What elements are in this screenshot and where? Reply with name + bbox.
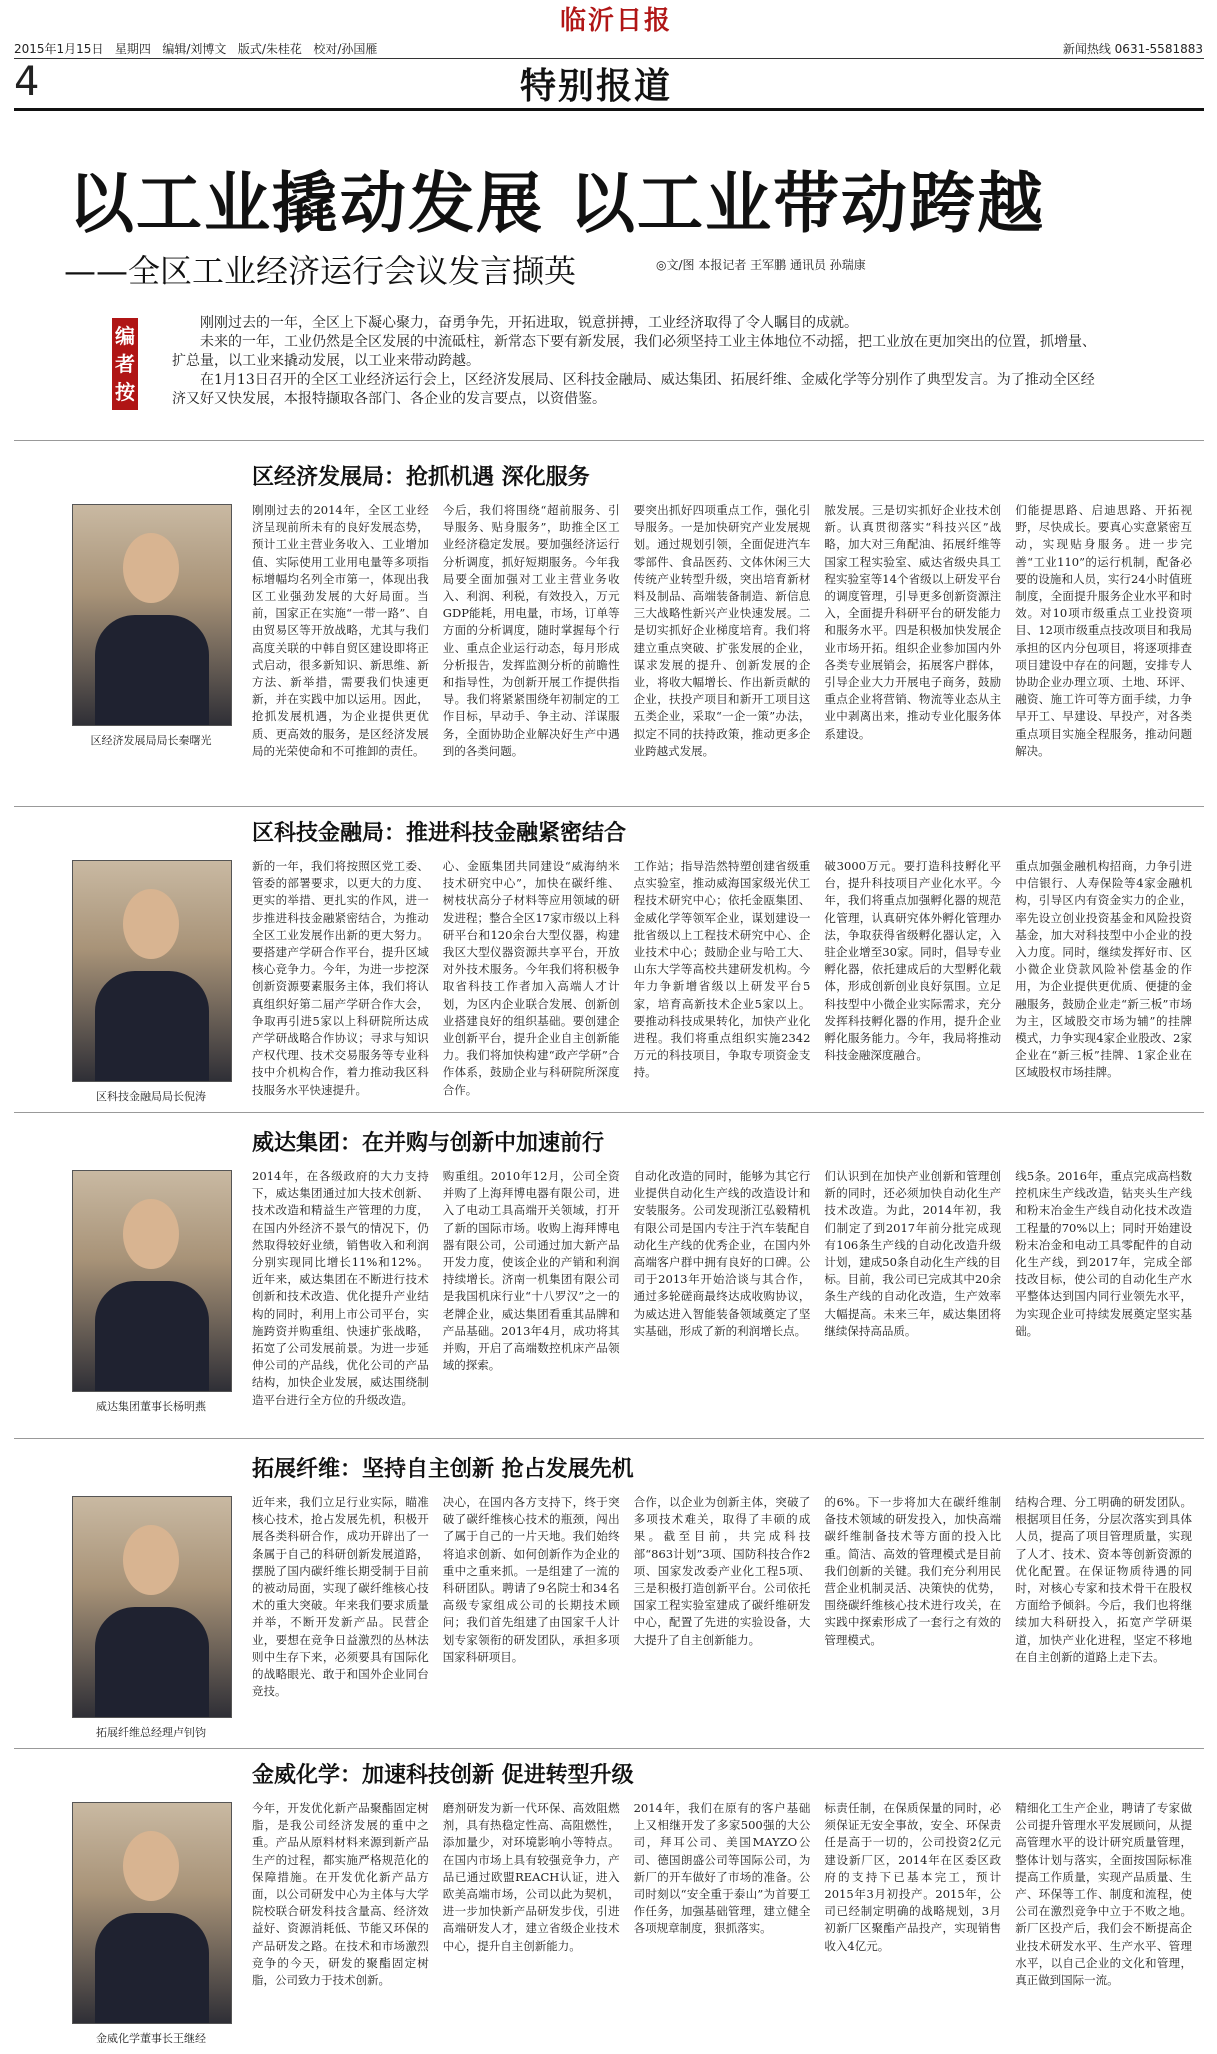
article-tuozhan-fiber [0,1452,1217,1752]
article-body [252,1494,1192,1752]
article-column: 今年，开发优化新产品聚酯固定树脂，是我公司经济发展的重中之重。产品从原料材料来源到新产品生产的过程，都实施严格规范化的保障措施。在开发优化新产品方面，以公司研发中心为主体与大学院校联合研发科技含量高、经济效益好、资源消耗低、节能又环保的产品研发之路。在技术和市场激烈竞争的今天，研发的聚酯固定树脂，公司致力于技术创新。 [252,1801,429,1988]
masthead [0,0,1217,62]
article-column: 新的一年，我们将按照区党工委、管委的部署要求，以更大的力度、更实的举措、更扎实的作风，进一步推进科技金融紧密结合，为推动全区工业发展作出新的更大努力。要搭建产学研合作平台，提升区域核心竞争力。今年，为进一步挖深创新资源要素服务主体，我们将认真组织好第二届产学研合作大会，争取再引进5家以上科研院所达成产学研战略合作协议；寻求与知识产权代理、技术交易服务等专业科技中介机构合作，着力推动我区科技服务水平快速提升。 [252,859,429,1097]
article-column: 脓发展。三是切实抓好企业技术创新。认真贯彻落实“科技兴区”战略，加大对三角配油、拓展纤维等国家工程实验室、威达省级央具工程实验室等14个省级以上研发平台的调度管理，引导更多创新资源注入，全面提升科研平台的研发能力和服务水平。四是积极加快发展企业市场开拓。组织企业参加国内外各类专业展销会，拓展客户群体，引导企业大力开展电子商务，鼓励重点企业将营销、物流等业态从主业中剥离出来，推动专业化服务体系建设。 [824,503,1002,741]
article-column: 的6%。下一步将加大在碳纤维制备技术领域的研发投入，加快高端碳纤维制备技术等方面的投入比重。简洁、高效的管理模式是目前我们创新的关键。我们充分利用民营企业机制灵活、决策快的优势，围绕碳纤维核心技术进行攻关，在实践中探索形成了一套行之有效的管理模式。 [824,1495,1002,1647]
article-body [252,502,1192,774]
photo-caption: 区经济发展局局长秦曙光 [90,734,212,747]
article-title: 区经济发展局：抢抓机遇 深化服务 [252,465,590,490]
article-column: 磨剂研发为新一代环保、高效阻燃剂，具有热稳定性高、高阻燃性，添加量少，对环境影响小等特点。在国内市场上具有较强竞争力，产品已通过欧盟REACH认证，进入欧美高端市场，公司以此为契机，进一步加快新产品研发步伐，引进高端研发人才，建立省级企业技术中心，提升自主创新能力。 [442,1801,620,1953]
article-column: 精细化工生产企业，聘请了专家做公司提升管理水平发展顾问，从提高管理水平的设计研究质量管理，整体计划与落实，全面按国际标准提高工作质量，实现产品质量、生产、环保等工作、制度和流程，使公司在激烈竞争中立于不败之地。新厂区投产后，我们会不断提高企业技术研发水平、生产水平、管理水平，以自己企业的文化和管理，真正做到国际一流。 [1015,1801,1192,1988]
divider [14,1748,1204,1749]
portrait-photo [72,860,232,1082]
article-body [252,1168,1192,1432]
article-column: 们能提思路、启迪思路、开拓视野，尽快成长。要真心实意紧密互动，实现贴身服务。进一步完善“工业110”的运行机制，配备必要的设施和人员，实行24小时值班制度，全面提升服务企业水平和时效。对10项市级重点工业投资项目、12项市级重点技改项目和我局承担的区内分包项目，将逐项排查项目建设中存在的问题，安排专人协助企业办理立项、土地、环评、融资、施工许可等方面手续，力争早开工、早建设、早投产，对各类重点项目实施全程服务，推动问题解决。 [1015,503,1192,758]
article-jinwei-chemical [0,1758,1217,2050]
issue-proof: 校对/孙国雁 [313,42,378,56]
issue-weekday: 星期四 [114,42,151,56]
subheadline: ——全区工业经济运行会议发言撷英 [64,252,577,290]
headline: 以工业撬动发展 以工业带动跨越 [68,164,1045,242]
newspaper-logo: 临沂日报 [560,6,673,36]
divider [14,1438,1204,1439]
article-column: 合作，以企业为创新主体，突破了多项技术难关，取得了丰硕的成果。截至目前，共完成科技部“863计划”3项、国防科技合作2项、国家发改委产业化工程5项、三是积极打造创新平台。公司依托国家工程实验室建成了碳纤维研发中心，配置了先进的实验设备，大大提升了自主创新能力。 [633,1495,811,1647]
article-tech-finance-bureau [0,816,1217,1116]
article-column: 今后，我们将围绕“超前服务、引导服务、贴身服务”，助推全区工业经济稳定发展。要加强经济运行分析调度，抓好短期服务。今年我局要全面加强对工业主营业务收入、利润、利税，有效投入，万元GDP能耗，用电量，市场，订单等方面的分析调度，随时掌握每个行业、重点企业运行动态，每月形成分析报告，发挥监测分析的前瞻性和指导性，为创新开展工作提供指导。我们将紧紧围绕年初制定的工作目标，早动手、争主动、洋谋服务，全面协助企业解决好生产中遇到的各类问题。 [442,503,620,758]
article-column: 标责任制，在保质保量的同时，必须保证无安全事故，安全、环保责任是高于一切的，公司投资2亿元建设新厂区，2014年在区委区政府的支持下已基本完工，预计2015年3月初投产。2015年，公司已经制定明确的战略规划，3月初新厂区聚酯产品投产，实现销售收入4亿元。 [824,1801,1002,1953]
issue-editor: 编辑/刘博文 [162,42,227,56]
article-column: 线5条。2016年，重点完成高档数控机床生产线改造，钻夹头生产线和粉末冶金生产线自动化技术改造工程量的70%以上；同时开始建设粉末冶金和电动工具零配件的自动化生产线，到2017年，完成全部技改目标，使公司的自动化生产水平整体达到国内同行业领先水平，为实现企业可持续发展奠定坚实基础。 [1015,1169,1192,1338]
editor-note [172,314,1102,409]
article-column: 工作站；指导浩然特塑创建省级重点实验室，推动威海国家级光伏工程技术研究中心；依托金瓯集团、金威化学等领军企业，谋划建设一批省级以上工程技术研究中心、企业技术中心；鼓励企业与哈工大、山东大学等高校共建研发机构。今年力争新增省级以上研发平台5家，培育高新技术企业5家以上。要推动科技成果转化，加快产业化进程。我们将重点组织实施2342万元的科技项目，争取专项资金支持。 [633,859,811,1080]
byline: ◎文/图 本报记者 王军鹏 通讯员 孙瑞康 [656,258,866,272]
article-column: 们认识到在加快产业创新和管理创新的同时，还必须加快自动化生产技术改造。为此，2014年初，我们制定了到2017年前分批完成现有106条生产线的自动化改造升级计划，建成50条自动化生产线的目标。目前，我公司已完成其中20余条生产线的自动化改造，生产效率大幅提高。未来三年，威达集团将继续保持高品质。 [824,1169,1002,1338]
article-title: 区科技金融局：推进科技金融紧密结合 [252,821,627,846]
photo-caption: 拓展纤维总经理卢钊钧 [96,1726,206,1739]
photo-caption: 金威化学董事长王继经 [96,2032,206,2045]
editor-note-tag: 编者按 [112,318,138,410]
article-column: 2014年，在各级政府的大力支持下，威达集团通过加大技术创新、技术改造和精益生产管理的力度，在国内外经济不景气的情况下，仍然取得较好业绩，销售收入和利润分别实现同比增长11%和12%。近年来，威达集团在不断进行技术创新和技术改造、优化提升产业结构的同时，利用上市公司平台，实施跨资并购重组、快速扩张战略，拓宽了公司发展前景。为进一步延伸公司的产品线，优化公司的产品结构，加快企业发展，威达围绕制造平台进行全方位的升级改造。 [252,1169,429,1407]
issue-date: 2015年1月15日 [14,42,104,56]
article-weida-group [0,1126,1217,1436]
section-rule [14,108,1204,111]
article-column: 结构合理、分工明确的研发团队。根据项目任务，分层次落实到具体人员，提高了项目管理质量，实现了人才、技术、资本等创新资源的优化配置。在保证物质待遇的同时，对核心专家和技术骨干在股权方面给予倾斜。今后，我们也将继续加大科研投入，拓宽产学研渠道，加快产业化进程，坚定不移地在自主创新的道路上走下去。 [1015,1495,1192,1664]
article-column: 2014年，我们在原有的客户基础上又相继开发了多家500强的大公司，拜耳公司、美国MAYZO公司、德国朗盛公司等国际公司，为新厂的开车做好了市场的准备。公司时刻以“安全重于泰山”为首要工作任务，加强基础管理，建立健全各项规章制度，狠抓落实。 [633,1801,811,1936]
article-title: 拓展纤维：坚持自主创新 抢占发展先机 [252,1457,634,1482]
portrait-photo [72,1170,232,1392]
editor-note-paragraph: 在1月13日召开的全区工业经济运行会上，区经济发展局、区科技金融局、威达集团、拓展纤维、金威化学等分别作了典型发言。为了推动全区经济又好又快发展，本报特撷取各部门、各企业的发言要点，以资借鉴。 [172,372,1095,407]
photo-caption: 威达集团董事长杨明燕 [96,1400,206,1413]
editor-note-paragraph: 刚刚过去的一年，全区上下凝心聚力，奋勇争先，开拓进取，锐意拼搏，工业经济取得了令人瞩目的成就。 [200,315,858,331]
article-column: 近年来，我们立足行业实际，瞄准核心技术，抢占发展先机，积极开展各类科研合作，成功开辟出了一条属于自己的科研创新发展道路，摆脱了国内碳纤维长期受制于目前的被动局面，实现了碳纤维核心技术的重大突破。年来我们要求质量并举，不断开发新产品。民营企业，要想在竞争日益激烈的丛林法则中生存下来，必须要具有国际化的战略眼光、敢于和国外企业同台竞技。 [252,1495,429,1699]
article-column: 心、金瓯集团共同建设“威海纳米技术研究中心”，加快在碳纤维、树枝状高分子材料等应用领域的研发进程；整合全区17家市级以上科研平台和120余台大型仪器，构建我区大型仪器资源共享平台，开放对外技术服务。今年我们将积极争取省科技工作者加入高端人才计划，为区内企业联合发展、创新创业搭建良好的组织基础。要创建企业创新平台，提升企业自主创新能力。我们将加快构建“政产学研”合作体系，鼓励企业与科研院所深度合作。 [442,859,620,1097]
article-column: 刚刚过去的2014年，全区工业经济呈现前所未有的良好发展态势，预计工业主营业务收入、工业增加值、实际使用工业用电量等多项指标增幅均名列全市第一，体现出我区工业强劲发展的大好局面。当前，国家正在实施“一带一路”、自由贸易区等开放战略，尤其与我们高度关联的中韩自贸区建设即将正式启动，很多新知识、新思维、新方法、新举措，需要我们快速更新，并在实践中加以运用。因此，抢抓发展机遇，为企业提供更优质、更高效的服务，是区经济发展局的光荣使命和不可推卸的责任。 [252,503,429,758]
editor-note-paragraph: 未来的一年，工业仍然是全区发展的中流砥柱，新常态下要有新发展，我们必须坚持工业主体地位不动摇，把工业放在更加突出的位置，抓增量、扩总量，以工业来撬动发展，以工业来带动跨越。 [172,334,1096,369]
photo-caption: 区科技金融局局长倪涛 [96,1090,206,1103]
portrait-photo [72,504,232,726]
news-hotline: 新闻热线 0631-5581883 [1062,42,1203,56]
article-column: 决心，在国内各方支持下，终于突破了碳纤维核心技术的瓶颈，闯出了属于自己的一片天地。我们始终将追求创新、如何创新作为企业的重中之重来抓。一是组建了一流的科研团队。聘请了9名院士和34名高级专家组成公司的长期技术顾问；我们首先组建了由国家千人计划专家领衔的研发团队，承担多项国家科研项目。 [442,1495,620,1664]
article-body [252,1800,1192,2048]
article-column: 破3000万元。要打造科技孵化平台，提升科技项目产业化水平。今年，我们将重点加强孵化器的规范化管理，认真研究体外孵化管理办法，争取获得省级孵化器认定，入驻企业增至30家。同时，倡导专业孵化器，依托建成后的大型孵化载体，形成创新创业良好氛围。立足科技型中小微企业实际需求，充分发挥科技孵化器的作用，提升企业孵化服务能力。今年，我局将推动科技金融深度融合。 [824,859,1002,1063]
page-number: 4 [14,59,40,105]
issue-layout: 版式/朱桂花 [237,42,302,56]
section-title: 特别报道 [520,66,673,107]
article-column: 要突出抓好四项重点工作，强化引导服务。一是加快研究产业发展规划。通过规划引领，全面促进汽车零部件、食品医药、文体休闲三大传统产业转型升级，突出培育新材料及制品、高端装备制造、新信息三大战略性新兴产业快速发展。二是切实抓好企业梯度培育。我们将建立重点突破、扩张发展的企业，谋求发展的提升、创新发展的企业，将收大幅增长、作出新贡献的企业，扶投产项目和新开工项目这五类企业，采取“一企一策”办法，拟定不同的扶持政策，推动更多企业跨越式发展。 [633,503,811,758]
divider [14,1112,1204,1113]
article-column: 购重组。2010年12月，公司全资并购了上海拜博电器有限公司，进入了电动工具高端开关领域，打开了新的国际市场。收购上海拜博电器有限公司，公司通过加大新产品开发力度，使该企业的产销和利润持续增长。济南一机集团有限公司是我国机床行业“十八罗汉”之一的老牌企业，威达集团看重其品牌和产品基础。2013年4月，成功将其并购，开启了高端数控机床产品领域的探索。 [442,1169,620,1373]
divider [14,440,1204,441]
portrait-photo [72,1802,232,2024]
article-economic-bureau [0,460,1217,780]
article-column: 重点加强金融机构招商，力争引进中信银行、人寿保险等4家金融机构，引导区内有资金实力的企业，率先设立创业投资基金和风险投资基金，加大对科技型中小企业的投入力度。同时，继续发挥好市、区小微企业贷款风险补偿基金的作用，为企业提供更优质、便捷的金融服务，鼓励企业走“新三板”市场为主，区域股交市场为辅”的挂牌模式，力争实现4家企业股改、2家企业在“新三板”挂牌、1家企业在区域股权市场挂牌。 [1015,859,1192,1080]
article-column: 自动化改造的同时，能够为其它行业提供自动化生产线的改造设计和安装服务。公司发现浙江弘毅精机有限公司是国内专注于汽车装配自动化生产线的优秀企业，在国内外高端客户群中拥有良好的口碑。公司于2013年开始洽谈与其合作，通过多轮磋商最终达成收购协议，为威达进入智能装备领域奠定了坚实基础，形成了新的利润增长点。 [633,1169,811,1338]
portrait-photo [72,1496,232,1718]
article-title: 金威化学：加速科技创新 促进转型升级 [252,1763,634,1788]
article-body [252,858,1192,1114]
article-title: 威达集团：在并购与创新中加速前行 [252,1131,605,1156]
divider [14,806,1204,807]
issue-meta [14,40,377,57]
